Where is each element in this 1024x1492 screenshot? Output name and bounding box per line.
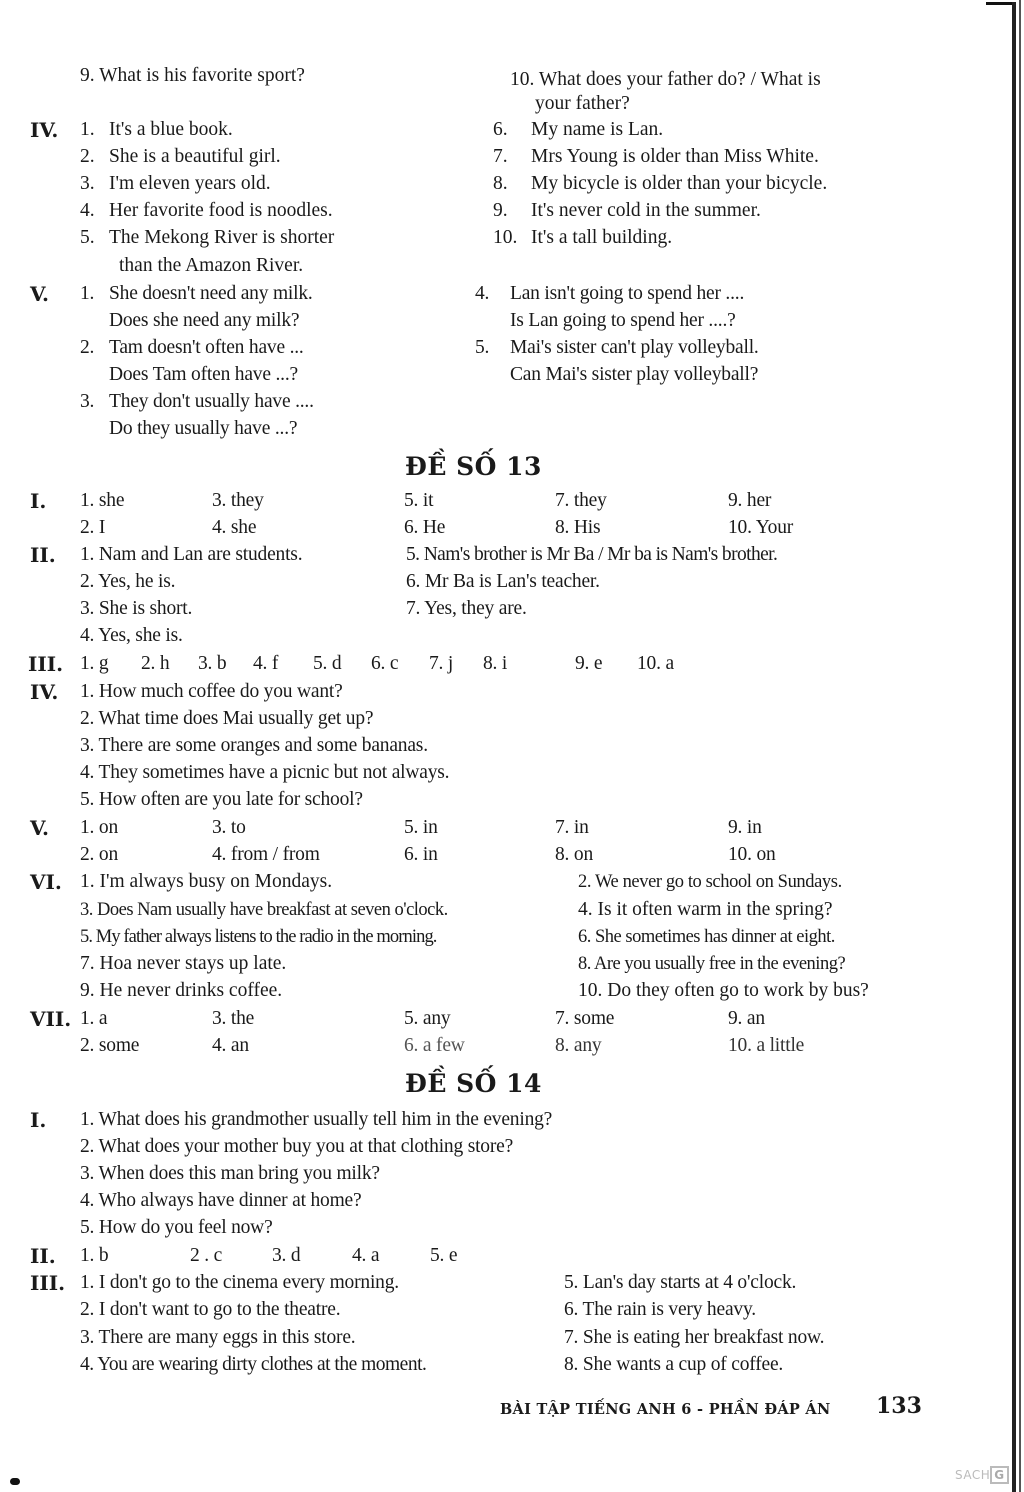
answer-item: 1. on <box>80 817 119 838</box>
answer-item: 2. I <box>80 517 106 538</box>
item-number: 10. <box>493 227 518 248</box>
answer-item: It's a tall building. <box>531 227 673 248</box>
section-label: IV. <box>30 118 59 142</box>
answer-item: 2. What time does Mai usually get up? <box>80 708 374 729</box>
answer-item: 10. a little <box>728 1035 805 1056</box>
answer-item-continued: than the Amazon River. <box>119 255 304 276</box>
section-label: I. <box>30 489 47 513</box>
book-title-footer: BÀI TẬP TIẾNG ANH 6 - PHẦN ĐÁP ÁN <box>500 1401 831 1418</box>
answer-item: 1. I don't go to the cinema every morning. <box>80 1272 399 1293</box>
page-binding-edge <box>1012 2 1016 1492</box>
answer-item: It's never cold in the summer. <box>531 200 761 221</box>
answer-item: Her favorite food is noodles. <box>109 200 333 221</box>
section-label: IV. <box>30 680 59 704</box>
answer-item: 2. Yes, he is. <box>80 571 176 592</box>
match-item: 3. b <box>198 653 227 674</box>
answer-item: 3. they <box>212 490 264 511</box>
match-item: 5. e <box>430 1245 458 1266</box>
answer-item: 9. What is his favorite sport? <box>80 65 305 86</box>
answer-item: 5. any <box>404 1008 451 1029</box>
item-number: 4. <box>475 283 490 304</box>
match-item: 2 . c <box>190 1245 223 1266</box>
answer-item: 4. They sometimes have a picnic but not always. <box>80 762 450 783</box>
answer-item: 9. He never drinks coffee. <box>80 980 283 1001</box>
answer-item: 4. an <box>212 1035 249 1056</box>
section-label: V. <box>30 816 49 840</box>
answer-item: 4. from / from <box>212 844 320 865</box>
answer-item: 5. How often are you late for school? <box>80 789 363 810</box>
answer-item: 8. She wants a cup of coffee. <box>564 1354 784 1375</box>
item-number: 9. <box>493 200 508 221</box>
answer-item: Can Mai's sister play volleyball? <box>510 364 759 385</box>
watermark-logo-icon: G <box>990 1466 1008 1484</box>
answer-item: 3. She is short. <box>80 598 193 619</box>
answer-item: 8. Are you usually free in the evening? <box>578 954 846 974</box>
match-item: 5. d <box>313 653 342 674</box>
page-binding-edge-outer <box>1019 0 1021 1492</box>
match-item: 4. a <box>352 1245 380 1266</box>
answer-item: 3. When does this man bring you milk? <box>80 1163 380 1184</box>
answer-item: 5. it <box>404 490 434 511</box>
answer-item: 3. to <box>212 817 246 838</box>
answer-item: 6. a few <box>404 1035 465 1056</box>
answer-item: 2. What does your mother buy you at that clothing store? <box>80 1136 514 1157</box>
item-number: 1. <box>80 119 95 140</box>
answer-item: Do they usually have ...? <box>109 418 298 439</box>
answer-item: 10. Do they often go to work by bus? <box>578 980 869 1001</box>
item-number: 3. <box>80 391 95 412</box>
answer-item: 4. You are wearing dirty clothes at the moment. <box>80 1354 427 1375</box>
item-number: 3. <box>80 173 95 194</box>
answer-item-continued: your father? <box>535 93 630 114</box>
answer-item: 6. He <box>404 517 446 538</box>
item-number: 2. <box>80 146 95 167</box>
answer-item: 6. She sometimes has dinner at eight. <box>578 927 835 947</box>
answer-item: Does Tam often have ...? <box>109 364 298 385</box>
answer-item: Tam doesn't often have ... <box>109 337 304 358</box>
answer-item: 3. Does Nam usually have breakfast at seven o'clock. <box>80 900 448 920</box>
answer-item: 6. The rain is very heavy. <box>564 1299 756 1320</box>
answer-item: 1. How much coffee do you want? <box>80 681 343 702</box>
section-label: VI. <box>30 870 62 894</box>
answer-item: 5. My father always listens to the radio in the morning. <box>80 927 437 947</box>
answer-item: 7. in <box>555 817 589 838</box>
item-number: 5. <box>475 337 490 358</box>
answer-item: 6. in <box>404 844 438 865</box>
item-number: 4. <box>80 200 95 221</box>
answer-item: 8. any <box>555 1035 602 1056</box>
item-number: 8. <box>493 173 508 194</box>
answer-item: She doesn't need any milk. <box>109 283 313 304</box>
answer-item: 5. How do you feel now? <box>80 1217 273 1238</box>
answer-item: 9. an <box>728 1008 765 1029</box>
exam-heading: ĐỀ SỐ 13 <box>405 452 542 481</box>
answer-item: It's a blue book. <box>109 119 233 140</box>
section-label: I. <box>30 1108 47 1132</box>
watermark-text: SACH <box>955 1468 991 1482</box>
section-label: II. <box>30 543 56 567</box>
answer-item: She is a beautiful girl. <box>109 146 281 167</box>
answer-item: 9. in <box>728 817 762 838</box>
answer-item: Mai's sister can't play volleyball. <box>510 337 759 358</box>
answer-item: The Mekong River is shorter <box>109 227 335 248</box>
answer-item: Mrs Young is older than Miss White. <box>531 146 819 167</box>
answer-item: 3. There are many eggs in this store. <box>80 1327 356 1348</box>
match-item: 3. d <box>272 1245 301 1266</box>
answer-item: 4. Yes, she is. <box>80 625 183 646</box>
answer-item: 3. the <box>212 1008 255 1029</box>
answer-item: 5. Nam's brother is Mr Ba / Mr ba is Nam's brother. <box>406 544 778 565</box>
section-label: II. <box>30 1244 56 1268</box>
answer-item: 7. they <box>555 490 607 511</box>
section-label: VII. <box>30 1007 72 1031</box>
match-item: 9. e <box>575 653 603 674</box>
answer-item: 8. His <box>555 517 601 538</box>
exam-heading: ĐỀ SỐ 14 <box>405 1069 542 1098</box>
item-number: 6. <box>493 119 508 140</box>
match-item: 1. g <box>80 653 109 674</box>
answer-item: 7. Yes, they are. <box>406 598 527 619</box>
answer-item: 1. a <box>80 1008 108 1029</box>
answer-item: 2. on <box>80 844 119 865</box>
match-item: 1. b <box>80 1245 109 1266</box>
answer-item: Is Lan going to spend her ....? <box>510 310 736 331</box>
answer-item: 10. Your <box>728 517 794 538</box>
answer-item: 2. some <box>80 1035 140 1056</box>
match-item: 4. f <box>253 653 279 674</box>
answer-item: 4. she <box>212 517 257 538</box>
answer-item: 9. her <box>728 490 772 511</box>
answer-item: Lan isn't going to spend her .... <box>510 283 745 304</box>
section-label: III. <box>30 1271 66 1295</box>
section-label: V. <box>30 282 49 306</box>
answer-item: 7. Hoa never stays up late. <box>80 953 287 974</box>
answer-item: Does she need any milk? <box>109 310 300 331</box>
answer-item: 5. Lan's day starts at 4 o'clock. <box>564 1272 797 1293</box>
answer-item: 1. she <box>80 490 125 511</box>
answer-item: My name is Lan. <box>531 119 664 140</box>
answer-item: I'm eleven years old. <box>109 173 271 194</box>
answer-item: 2. We never go to school on Sundays. <box>578 872 842 892</box>
answer-item: 4. Is it often warm in the spring? <box>578 899 833 920</box>
match-item: 2. h <box>141 653 170 674</box>
item-number: 5. <box>80 227 95 248</box>
answer-item: 7. She is eating her breakfast now. <box>564 1327 825 1348</box>
match-item: 10. a <box>637 653 674 674</box>
answer-item: 3. There are some oranges and some bananas. <box>80 735 428 756</box>
item-number: 7. <box>493 146 508 167</box>
answer-item: 1. What does his grandmother usually tell him in the evening? <box>80 1109 553 1130</box>
answer-item: 2. I don't want to go to the theatre. <box>80 1299 341 1320</box>
item-number: 1. <box>80 283 95 304</box>
answer-item: 4. Who always have dinner at home? <box>80 1190 362 1211</box>
answer-item: 1. Nam and Lan are students. <box>80 544 303 565</box>
match-item: 6. c <box>371 653 399 674</box>
page-number: 133 <box>876 1393 922 1419</box>
section-label: III. <box>28 652 64 676</box>
answer-item: 1. I'm always busy on Mondays. <box>80 871 333 892</box>
scan-mark <box>10 1478 20 1485</box>
answer-item: 7. some <box>555 1008 615 1029</box>
answer-item: 6. Mr Ba is Lan's teacher. <box>406 571 600 592</box>
answer-item: They don't usually have .... <box>109 391 314 412</box>
match-item: 8. i <box>483 653 508 674</box>
answer-item: 5. in <box>404 817 438 838</box>
watermark <box>955 1466 1009 1484</box>
answer-item: 8. on <box>555 844 594 865</box>
item-number: 2. <box>80 337 95 358</box>
answer-item: 10. on <box>728 844 776 865</box>
answer-item: 10. What does your father do? / What is <box>510 69 821 90</box>
match-item: 7. j <box>429 653 454 674</box>
answer-item: My bicycle is older than your bicycle. <box>531 173 828 194</box>
